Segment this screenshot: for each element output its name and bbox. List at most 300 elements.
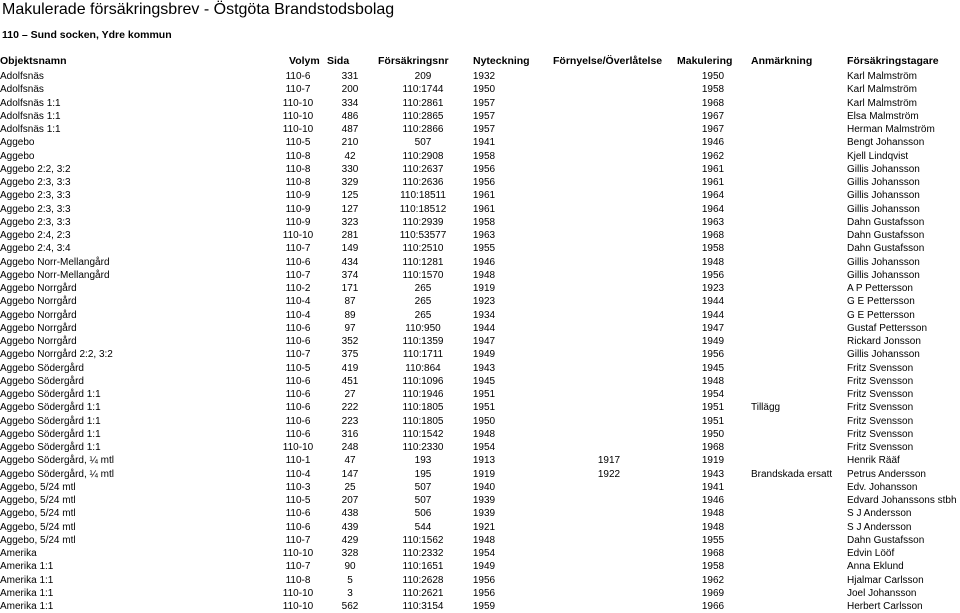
cell-volym: 110-6 [285,428,311,440]
cell-objektsnamn: Aggebo 2:3, 3:3 [0,190,71,202]
cell-objektsnamn: Amerika 1:1 [0,561,54,573]
table-row [0,163,960,176]
cell-sida: 487 [341,124,359,135]
cell-forsakringstagare: Gillis Johansson [847,177,920,188]
cell-forsakringsnr: 110:2865 [402,110,444,122]
cell-volym: 110-5 [285,137,311,149]
cell-sida: 210 [341,137,359,149]
table-row [0,110,960,123]
cell-forsakringsnr: 544 [414,521,432,533]
cell-volym: 110-6 [285,71,311,82]
column-header-forsakringstagare: Försäkringstagare [847,55,939,67]
cell-sida: 27 [344,389,356,400]
table-row [0,401,960,414]
cell-makulering: 1962 [701,574,725,586]
cell-volym: 110-5 [285,495,311,506]
cell-forsakringstagare: Herman Malmström [847,124,935,135]
cell-nyteckning: 1944 [472,322,496,334]
cell-makulering: 1967 [701,110,725,122]
cell-forsakringsnr: 506 [414,508,432,520]
cell-nyteckning: 1913 [472,455,496,467]
cell-forsakringsnr: 507 [414,137,432,149]
cell-forsakringstagare: Bengt Johansson [847,137,925,149]
cell-objektsnamn: Aggebo 2:4, 2:3 [0,230,71,241]
cell-sida: 562 [341,601,359,612]
cell-sida: 207 [341,495,359,506]
cell-objektsnamn: Aggebo 2:3, 3:3 [0,203,71,215]
cell-nyteckning: 1950 [472,415,496,427]
cell-forsakringstagare: Karl Malmström [847,71,918,82]
cell-makulering: 1919 [701,455,725,467]
cell-makulering: 1948 [701,256,725,268]
cell-forsakringsnr: 265 [414,296,432,308]
cell-volym: 110-10 [282,110,314,122]
cell-objektsnamn: Aggebo Södergård 1:1 [0,428,101,440]
cell-forsakringstagare: Dahn Gustafsson [847,216,925,228]
cell-nyteckning: 1958 [472,216,496,228]
cell-forsakringstagare: Anna Eklund [847,561,904,573]
cell-forsakringsnr: 110:1805 [402,415,444,427]
cell-sida: 328 [341,548,359,559]
cell-forsakringsnr: 110:2866 [402,124,444,135]
cell-objektsnamn: Aggebo, 5/24 mtl [0,534,76,546]
table-row [0,362,960,375]
page-subtitle: 110 – Sund socken, Ydre kommun [2,29,172,41]
table-row [0,176,960,189]
cell-volym: 110-10 [282,587,314,599]
cell-sida: 5 [347,574,353,586]
cell-forsakringsnr: 507 [414,495,432,506]
cell-volym: 110-6 [285,389,311,400]
cell-forsakringsnr: 265 [414,309,432,321]
cell-volym: 110-6 [285,415,311,427]
cell-forsakringstagare: Fritz Svensson [847,415,914,427]
cell-objektsnamn: Aggebo 2:2, 3:2 [0,163,71,175]
cell-forsakringstagare: Elsa Malmström [847,110,919,122]
cell-volym: 110-9 [285,203,311,215]
cell-sida: 127 [341,203,359,215]
cell-makulering: 1955 [701,534,725,546]
cell-volym: 110-6 [285,256,311,268]
cell-volym: 110-8 [285,163,311,175]
cell-sida: 281 [341,230,359,241]
cell-forsakringstagare: Fritz Svensson [847,442,914,453]
cell-nyteckning: 1945 [472,375,496,387]
cell-makulering: 1958 [701,561,725,573]
table-row [0,494,960,507]
column-header-fornyelse: Förnyelse/Överlåtelse [553,55,663,67]
cell-makulering: 1968 [701,442,725,453]
cell-makulering: 1964 [701,190,725,202]
table-row [0,216,960,229]
cell-objektsnamn: Adolfsnäs 1:1 [0,124,61,135]
table-row [0,587,960,600]
cell-forsakringstagare: Gillis Johansson [847,349,920,361]
cell-nyteckning: 1948 [472,534,496,546]
table-row [0,256,960,269]
cell-makulering: 1948 [701,521,725,533]
cell-objektsnamn: Aggebo Södergård, ¼ mtl [0,455,114,467]
cell-objektsnamn: Aggebo Norrgård [0,296,77,308]
cell-makulering: 1951 [701,402,725,414]
cell-forsakringstagare: S J Andersson [847,508,912,520]
cell-forsakringsnr: 110:1805 [402,402,444,414]
cell-objektsnamn: Aggebo Södergård 1:1 [0,442,101,453]
table-row [0,150,960,163]
cell-makulering: 1962 [701,150,725,162]
cell-forsakringsnr: 110:864 [405,362,441,374]
table-row [0,428,960,441]
table-row [0,203,960,216]
cell-objektsnamn: Aggebo Norrgård [0,322,77,334]
cell-forsakringstagare: Gillis Johansson [847,203,920,215]
cell-nyteckning: 1963 [472,230,496,241]
cell-sida: 47 [344,455,356,467]
column-header-anmarkning: Anmärkning [751,55,813,67]
cell-objektsnamn: Aggebo, 5/24 mtl [0,495,76,506]
cell-forsakringsnr: 110:2939 [402,216,444,228]
cell-objektsnamn: Amerika 1:1 [0,587,54,599]
cell-sida: 334 [341,97,359,109]
cell-anmarkning: Brandskada ersatt [751,468,833,480]
cell-forsakringstagare: G E Pettersson [847,296,915,308]
cell-forsakringsnr: 110:53577 [399,230,447,241]
cell-volym: 110-10 [282,442,314,453]
cell-objektsnamn: Aggebo Norrgård [0,283,77,294]
cell-forsakringsnr: 110:1570 [402,269,444,281]
cell-forsakringsnr: 110:1359 [402,336,444,347]
cell-makulering: 1950 [701,428,725,440]
cell-objektsnamn: Adolfsnäs [0,84,44,96]
cell-makulering: 1967 [701,124,725,135]
cell-sida: 125 [341,190,359,202]
cell-objektsnamn: Aggebo Södergård 1:1 [0,402,101,414]
cell-objektsnamn: Aggebo Norrgård [0,309,77,321]
cell-anmarkning: Tillägg [751,402,781,414]
table-row [0,70,960,83]
table-row [0,507,960,520]
cell-nyteckning: 1943 [472,362,496,374]
cell-forsakringstagare: Gillis Johansson [847,256,920,268]
cell-sida: 419 [341,362,359,374]
cell-sida: 439 [341,521,359,533]
cell-makulering: 1968 [701,97,725,109]
column-header-forsakringsnr: Försäkringsnr [378,55,449,67]
table-row [0,415,960,428]
table-row [0,322,960,335]
cell-forsakringstagare: Gillis Johansson [847,163,920,175]
cell-makulering: 1958 [701,84,725,96]
table-row [0,189,960,202]
cell-volym: 110-6 [285,521,311,533]
cell-forsakringsnr: 110:2637 [402,163,444,175]
cell-sida: 434 [341,256,359,268]
cell-forsakringstagare: Gillis Johansson [847,269,920,281]
table-row [0,454,960,467]
table-row [0,547,960,560]
cell-nyteckning: 1919 [472,283,496,294]
cell-forsakringsnr: 110:2510 [402,243,444,255]
table-row [0,481,960,494]
cell-makulering: 1961 [701,177,725,188]
table-row [0,560,960,573]
cell-sida: 429 [341,534,359,546]
cell-objektsnamn: Amerika 1:1 [0,574,54,586]
cell-makulering: 1949 [701,336,725,347]
cell-forsakringsnr: 110:3154 [402,601,444,612]
table-row [0,295,960,308]
table-row [0,229,960,242]
cell-volym: 110-8 [285,574,311,586]
cell-forsakringstagare: Gustaf Pettersson [847,322,928,334]
cell-makulering: 1951 [701,415,725,427]
column-header-volym: Volym [289,55,320,67]
cell-sida: 89 [344,309,356,321]
cell-makulering: 1968 [701,548,725,559]
cell-nyteckning: 1957 [472,97,496,109]
cell-forsakringstagare: Karl Malmström [847,84,918,96]
table-row [0,136,960,149]
cell-objektsnamn: Aggebo [0,137,35,149]
cell-objektsnamn: Amerika [0,548,37,559]
cell-nyteckning: 1949 [472,349,496,361]
cell-sida: 97 [344,322,356,334]
cell-nyteckning: 1956 [472,587,496,599]
cell-forsakringstagare: G E Pettersson [847,309,915,321]
cell-sida: 486 [341,110,359,122]
column-header-objektsnamn: Objektsnamn [0,55,67,67]
table-body [0,70,960,613]
cell-forsakringsnr: 110:18511 [400,190,446,202]
cell-nyteckning: 1955 [472,243,496,255]
cell-makulering: 1961 [701,163,725,175]
cell-makulering: 1946 [701,495,725,506]
table-row [0,242,960,255]
cell-volym: 110-6 [285,322,311,334]
cell-forsakringsnr: 507 [414,481,432,493]
table-row [0,83,960,96]
cell-nyteckning: 1939 [472,495,496,506]
cell-objektsnamn: Aggebo 2:3, 3:3 [0,177,71,188]
cell-forsakringstagare: Petrus Andersson [847,468,926,480]
cell-nyteckning: 1947 [472,336,496,347]
table-row [0,521,960,534]
cell-forsakringsnr: 110:2332 [402,548,444,559]
cell-nyteckning: 1941 [472,137,496,149]
cell-nyteckning: 1951 [472,402,496,414]
cell-nyteckning: 1940 [472,481,496,493]
column-header-sida: Sida [327,55,350,67]
cell-objektsnamn: Aggebo Södergård 1:1 [0,415,101,427]
table-row [0,600,960,613]
cell-nyteckning: 1949 [472,561,496,573]
table-row [0,388,960,401]
cell-sida: 329 [341,177,359,188]
cell-sida: 42 [344,150,356,162]
cell-forsakringsnr: 110:2330 [402,442,444,453]
column-header-nyteckning: Nyteckning [473,55,530,67]
cell-forsakringstagare: S J Andersson [847,521,912,533]
cell-forsakringsnr: 110:1744 [402,84,444,96]
cell-makulering: 1950 [701,71,725,82]
column-header-makulering: Makulering [677,55,733,67]
cell-nyteckning: 1959 [472,601,496,612]
table-header [0,55,960,69]
cell-forsakringstagare: Henrik Rääf [847,455,900,467]
cell-forsakringsnr: 110:1542 [402,428,444,440]
cell-forsakringsnr: 110:2861 [402,97,444,109]
cell-objektsnamn: Aggebo Norr-Mellangård [0,269,110,281]
cell-volym: 110-1 [285,455,311,467]
table-row [0,309,960,322]
cell-volym: 110-4 [285,309,311,321]
page-title: Makulerade försäkringsbrev - Östgöta Brandstodsbolag [2,1,395,18]
cell-forsakringsnr: 110:1711 [402,349,444,361]
cell-forsakringsnr: 195 [414,468,432,480]
cell-nyteckning: 1948 [472,269,496,281]
cell-forsakringstagare: Fritz Svensson [847,428,914,440]
cell-volym: 110-8 [285,150,311,162]
cell-forsakringstagare: Fritz Svensson [847,402,914,414]
cell-nyteckning: 1921 [472,521,496,533]
cell-objektsnamn: Aggebo, 5/24 mtl [0,521,76,533]
table-row [0,97,960,110]
cell-sida: 323 [341,216,359,228]
cell-nyteckning: 1957 [472,110,496,122]
cell-forsakringsnr: 110:950 [405,322,441,334]
cell-forsakringstagare: Dahn Gustafsson [847,230,925,241]
cell-forsakringstagare: Edv. Johansson [847,481,918,493]
cell-makulering: 1964 [701,203,725,215]
cell-nyteckning: 1919 [472,468,496,480]
cell-sida: 451 [341,375,359,387]
cell-sida: 248 [341,442,359,453]
cell-volym: 110-4 [285,468,311,480]
cell-volym: 110-9 [285,190,311,202]
cell-volym: 110-3 [285,481,311,493]
cell-forsakringsnr: 110:2628 [402,574,444,586]
cell-nyteckning: 1958 [472,150,496,162]
cell-forsakringsnr: 209 [414,71,432,82]
cell-forsakringstagare: Kjell Lindqvist [847,150,909,162]
cell-objektsnamn: Aggebo, 5/24 mtl [0,481,76,493]
cell-nyteckning: 1950 [472,84,496,96]
cell-volym: 110-7 [285,243,311,255]
cell-sida: 331 [341,71,359,82]
cell-forsakringsnr: 110:2908 [402,150,444,162]
cell-objektsnamn: Aggebo Södergård [0,375,84,387]
cell-sida: 87 [344,296,356,308]
cell-volym: 110-8 [285,177,311,188]
cell-forsakringstagare: Edvard Johanssons stbh [847,495,957,506]
cell-forsakringstagare: Edvin Lööf [847,548,895,559]
cell-forsakringsnr: 110:1651 [402,561,444,573]
cell-sida: 25 [344,481,356,493]
cell-nyteckning: 1934 [472,309,496,321]
cell-nyteckning: 1956 [472,177,496,188]
cell-forsakringstagare: Fritz Svensson [847,375,914,387]
cell-nyteckning: 1954 [472,548,496,559]
cell-objektsnamn: Aggebo Södergård [0,362,84,374]
cell-sida: 223 [341,415,359,427]
cell-objektsnamn: Adolfsnäs [0,71,44,82]
cell-makulering: 1954 [701,389,725,400]
cell-makulering: 1946 [701,137,725,149]
cell-volym: 110-7 [285,84,311,96]
cell-volym: 110-7 [285,561,311,573]
cell-nyteckning: 1961 [472,203,496,215]
cell-makulering: 1947 [701,322,725,334]
table-row [0,574,960,587]
table-row [0,282,960,295]
cell-makulering: 1948 [701,375,725,387]
cell-sida: 200 [341,84,359,96]
cell-makulering: 1923 [701,283,725,294]
cell-objektsnamn: Adolfsnäs 1:1 [0,110,61,122]
cell-sida: 330 [341,163,359,175]
cell-sida: 90 [344,561,356,573]
cell-makulering: 1966 [701,601,725,612]
cell-volym: 110-6 [285,402,311,414]
cell-forsakringstagare: Dahn Gustafsson [847,243,925,255]
cell-makulering: 1945 [701,362,725,374]
cell-forsakringsnr: 110:1946 [402,389,444,400]
cell-volym: 110-10 [282,230,314,241]
cell-forsakringsnr: 110:2621 [402,587,444,599]
table-row [0,269,960,282]
cell-sida: 222 [341,402,359,414]
table-row [0,335,960,348]
cell-makulering: 1948 [701,508,725,520]
cell-volym: 110-9 [285,216,311,228]
cell-fornyelse: 1922 [597,468,621,480]
cell-objektsnamn: Amerika 1:1 [0,601,54,612]
cell-sida: 149 [341,243,359,255]
cell-nyteckning: 1948 [472,428,496,440]
table-row [0,375,960,388]
cell-makulering: 1944 [701,296,725,308]
cell-nyteckning: 1954 [472,442,496,453]
cell-objektsnamn: Aggebo Södergård, ¼ mtl [0,468,114,480]
cell-forsakringsnr: 110:2636 [402,177,444,188]
cell-forsakringstagare: Herbert Carlsson [847,601,923,612]
cell-forsakringsnr: 110:1562 [402,534,444,546]
cell-nyteckning: 1946 [472,256,496,268]
table-row [0,348,960,361]
cell-volym: 110-6 [285,336,311,347]
cell-sida: 316 [341,428,359,440]
cell-volym: 110-10 [282,601,314,612]
cell-volym: 110-6 [285,375,311,387]
cell-makulering: 1956 [701,269,725,281]
cell-volym: 110-7 [285,269,311,281]
cell-volym: 110-6 [285,508,311,520]
cell-makulering: 1944 [701,309,725,321]
cell-sida: 171 [341,283,359,294]
cell-forsakringsnr: 265 [414,283,432,294]
cell-forsakringstagare: Dahn Gustafsson [847,534,925,546]
cell-makulering: 1956 [701,349,725,361]
table-row [0,441,960,454]
cell-forsakringsnr: 110:18512 [399,203,447,215]
cell-nyteckning: 1939 [472,508,496,520]
cell-volym: 110-7 [285,534,311,546]
cell-volym: 110-5 [285,362,311,374]
table-row [0,468,960,481]
cell-nyteckning: 1932 [472,71,496,82]
cell-nyteckning: 1956 [472,574,496,586]
cell-forsakringstagare: Joel Johansson [847,587,917,599]
